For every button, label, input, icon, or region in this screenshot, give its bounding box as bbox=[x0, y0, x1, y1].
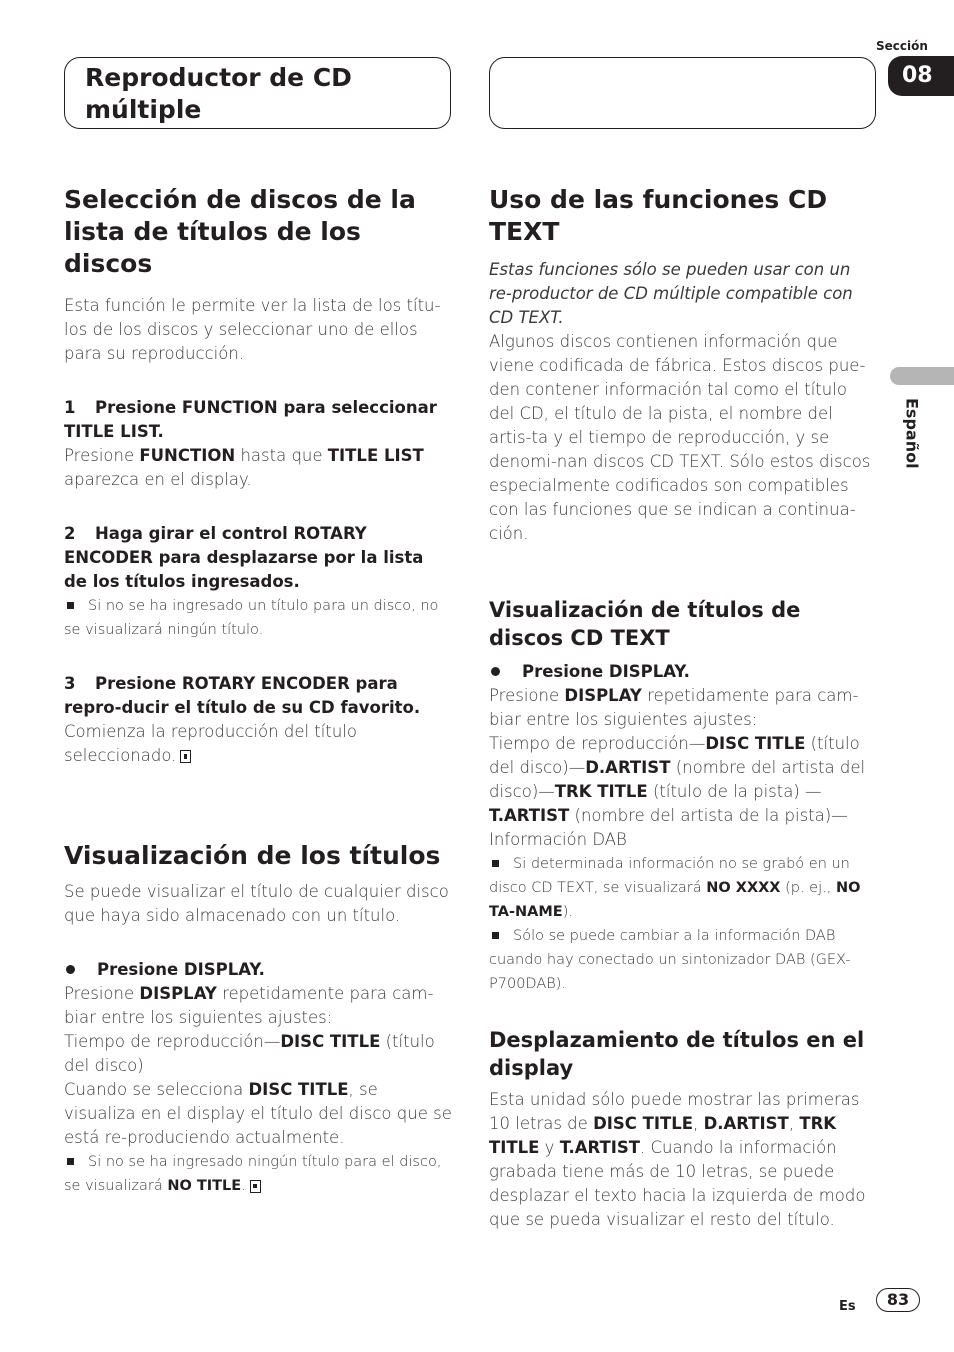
paragraph-compat-note: Estas funciones sólo se pueden usar con un re-productor de CD múltiple compatible con CD TEXT. bbox=[489, 260, 853, 327]
heading-title-display: Visualización de los títulos bbox=[64, 841, 441, 870]
note-square-icon bbox=[492, 860, 499, 867]
paragraph-intro: Esta función le permite ver la lista de los títu-los de los discos y seleccionar uno de ellos para su reproducción. bbox=[64, 296, 441, 363]
note-no-xxxx: Si determinada información no se grabó en un disco CD TEXT, se visualizará NO XXXX (p. ej., NO TA-NAME). bbox=[489, 856, 861, 920]
section-title: Reproductor de CD múltiple bbox=[85, 63, 352, 124]
note-square-icon bbox=[67, 1158, 74, 1165]
paragraph-display-cycle: Presione DISPLAY repetidamente para cam-biar entre los siguientes ajustes: bbox=[64, 984, 434, 1027]
step-1-title bbox=[64, 396, 452, 444]
note-no-title: Si no se ha ingresado ningún título para el disco, se visualizará NO TITLE. bbox=[64, 1154, 442, 1194]
paragraph-disc-title-selected: Cuando se selecciona DISC TITLE, se visualiza en el display el título del disco que se está re-produciendo actualmente. bbox=[64, 1080, 452, 1147]
paragraph-display-options-right: Tiempo de reproducción—DISC TITLE (título del disco)—D.ARTIST (nombre del artista del disco)—TRK TITLE (título de la pista) —T.ARTIST (nombre del artista de la pista)— Información DAB bbox=[489, 734, 866, 849]
right-column bbox=[489, 184, 877, 1232]
footer-language-code: Es bbox=[839, 1299, 856, 1314]
step-2-number: 2 bbox=[64, 524, 76, 543]
language-tab-marker bbox=[890, 367, 954, 385]
bullet-press-display-right: Presione DISPLAY. bbox=[489, 660, 877, 684]
step-1-text: Presione FUNCTION para seleccionar TITLE LIST. bbox=[64, 398, 437, 441]
heading-title-scroll: Desplazamiento de títulos en el display bbox=[489, 1028, 865, 1080]
step-1-body: Presione FUNCTION hasta que TITLE LIST aparezca en el display. bbox=[64, 446, 424, 489]
paragraph-title-display-intro: Se puede visualizar el título de cualquier disco que haya sido almacenado con un título. bbox=[64, 882, 449, 925]
page-number: 83 bbox=[876, 1288, 920, 1312]
step-3-body: Comienza la reproducción del título seleccionado. bbox=[64, 722, 357, 765]
language-side-label: Español bbox=[902, 398, 922, 469]
step-1-number: 1 bbox=[64, 398, 76, 417]
step-3-number: 3 bbox=[64, 674, 76, 693]
step-2-note: Si no se ha ingresado un título para un disco, no se visualizará ningún título. bbox=[64, 598, 439, 638]
heading-cd-text: Uso de las funciones CD TEXT bbox=[489, 185, 828, 246]
step-3-text: Presione ROTARY ENCODER para repro-ducir el título de su CD favorito. bbox=[64, 674, 421, 717]
note-square-icon bbox=[492, 932, 499, 939]
bullet-dot-icon bbox=[491, 667, 500, 676]
heading-disc-selection: Selección de discos de la lista de títulos de los discos bbox=[64, 185, 416, 278]
bullet-dot-icon bbox=[66, 965, 75, 974]
step-2-title bbox=[64, 522, 452, 594]
heading-cd-text-titles: Visualización de títulos de discos CD TEXT bbox=[489, 598, 801, 650]
section-header-box-empty bbox=[489, 57, 876, 129]
paragraph-cd-text-intro: Algunos discos contienen información que viene codificada de fábrica. Estos discos pue-den contener información tal como el título del CD, el título de la pista, el nombre del artis-ta y el tiempo de reproducción, y se denomi-nan discos CD TEXT. Sólo estos discos especialmente codificados son compatibles con las funciones que se indican a continua-ción. bbox=[489, 332, 871, 543]
section-number-badge: 08 bbox=[888, 56, 954, 96]
step-2-text: Haga girar el control ROTARY ENCODER para desplazarse por la lista de los títulos ingresados. bbox=[64, 524, 424, 591]
section-label: Sección bbox=[876, 39, 928, 53]
section-header-box bbox=[64, 57, 451, 129]
left-column bbox=[64, 184, 452, 1198]
paragraph-display-options: Tiempo de reproducción—DISC TITLE (título del disco) bbox=[64, 1032, 435, 1075]
step-3-title bbox=[64, 672, 452, 720]
paragraph-display-cycle-right: Presione DISPLAY repetidamente para cam-biar entre los siguientes ajustes: bbox=[489, 686, 859, 729]
note-dab: Sólo se puede cambiar a la información DAB cuando hay conectado un sintonizador DAB (GEX-P700DAB). bbox=[489, 928, 851, 992]
paragraph-title-scroll: Esta unidad sólo puede mostrar las primeras 10 letras de DISC TITLE, D.ARTIST, TRK TITLE y T.ARTIST. Cuando la información grabada tiene más de 10 letras, se puede desplazar el texto hacia la izquierda de modo que se pueda visualizar el resto del título. bbox=[489, 1090, 866, 1229]
end-mark-icon bbox=[180, 750, 191, 763]
end-mark-icon bbox=[250, 1180, 261, 1193]
bullet-press-display: Presione DISPLAY. bbox=[64, 958, 452, 982]
note-square-icon bbox=[67, 602, 74, 609]
